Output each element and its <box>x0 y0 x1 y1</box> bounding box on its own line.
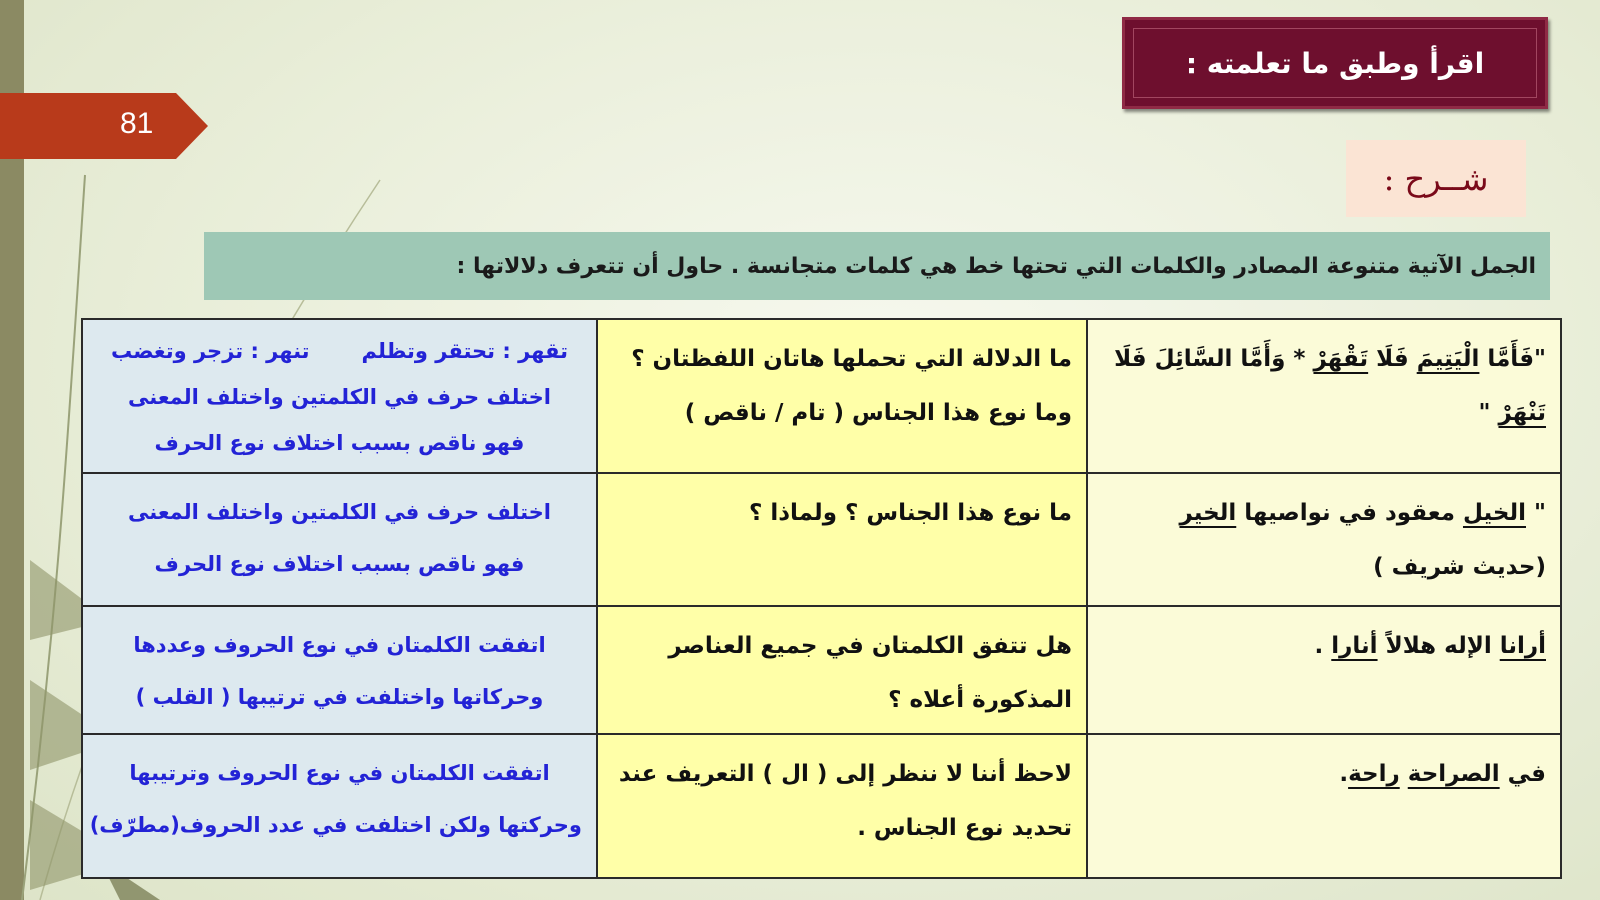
question-text: هل تتفق الكلمتان في جميع العناصر <box>668 633 1072 659</box>
sentence-text: * وَأَمَّا السَّائِلَ فَلَا <box>1114 346 1314 372</box>
answer-text: اختلف حرف في الكلمتين واختلف المعنى <box>128 385 551 409</box>
underlined-word: الْيَتِيمَ <box>1416 346 1480 372</box>
section-label-box <box>1346 140 1526 217</box>
sentence-text: فَلَا <box>1368 346 1417 372</box>
table-row <box>82 734 1561 878</box>
question-text: المذكورة أعلاه ؟ <box>888 687 1072 713</box>
sentence-text: "فَأَمَّا <box>1479 346 1546 372</box>
sentence-text: (حديث شريف ) <box>1373 554 1546 580</box>
answer-text: وحركاتها واختلفت في ترتيبها ( القلب ) <box>135 685 544 709</box>
answer-text: اختلف حرف في الكلمتين واختلف المعنى <box>128 500 551 524</box>
page-number: 81 <box>120 107 154 140</box>
sentence-cell <box>1087 734 1561 878</box>
question-text: ما الدلالة التي تحملها هاتان اللفظتان ؟ <box>631 346 1072 372</box>
page-number-badge <box>0 93 208 159</box>
sentence-text: . <box>1339 761 1349 787</box>
underlined-word: راحة <box>1348 761 1400 787</box>
answer-text: وحركتها ولكن اختلفت في عدد الحروف(مطرّف) <box>89 813 582 837</box>
question-text: تحديد نوع الجناس . <box>857 815 1072 841</box>
intro-text: الجمل الآتية متنوعة المصادر والكلمات التي تحتها خط هي كلمات متجانسة . حاول أن تتعرف دلالاتها : <box>456 253 1536 279</box>
question-cell <box>597 319 1087 473</box>
answer-text: فهو ناقص بسبب اختلاف نوع الحرف <box>154 431 525 455</box>
underlined-word: أنارا <box>1331 633 1378 659</box>
question-cell <box>597 734 1087 878</box>
table-row <box>82 319 1561 473</box>
sentence-text: " <box>1478 400 1499 426</box>
answer-cell <box>82 734 597 878</box>
underlined-word: تَقْهَرْ <box>1313 346 1369 372</box>
sentence-cell <box>1087 606 1561 734</box>
question-text: لاحظ أننا لا ننظر إلى ( ال ) التعريف عند <box>618 761 1072 787</box>
question-cell <box>597 606 1087 734</box>
answer-text: تنهر : تزجر وتغضب <box>110 339 310 363</box>
table-row <box>82 473 1561 606</box>
answer-cell <box>82 606 597 734</box>
jinas-table <box>81 318 1562 879</box>
answer-cell <box>82 473 597 606</box>
answer-text: اتفقت الكلمتان في نوع الحروف وعددها <box>133 633 546 657</box>
table-row <box>82 606 1561 734</box>
title-box <box>1122 17 1548 109</box>
underlined-word: الصراحة <box>1407 761 1500 787</box>
sentence-text: " <box>1526 500 1546 526</box>
answer-text: تقهر : تحتقر وتظلم <box>361 339 569 363</box>
sentence-text <box>1400 761 1408 787</box>
sentence-text: في <box>1499 761 1546 787</box>
question-cell <box>597 473 1087 606</box>
underlined-word: أرانا <box>1499 633 1546 659</box>
sentence-text: . <box>1314 633 1332 659</box>
sentence-cell <box>1087 319 1561 473</box>
question-text: ما نوع هذا الجناس ؟ ولماذا ؟ <box>748 500 1072 526</box>
underlined-word: تَنْهَرْ <box>1498 400 1546 426</box>
section-label: شــرح : <box>1383 159 1489 198</box>
answer-text: اتفقت الكلمتان في نوع الحروف وترتيبها <box>129 761 550 785</box>
underlined-word: الخيل <box>1462 500 1526 526</box>
answer-cell <box>82 319 597 473</box>
sentence-cell <box>1087 473 1561 606</box>
answer-text: فهو ناقص بسبب اختلاف نوع الحرف <box>154 552 525 576</box>
slide-title: اقرأ وطبق ما تعلمته : <box>1185 46 1485 80</box>
sentence-text: الإله هلالاً <box>1377 633 1500 659</box>
question-text: وما نوع هذا الجناس ( تام / ناقص ) <box>684 400 1072 426</box>
intro-bar <box>204 232 1550 300</box>
sentence-text: معقود في نواصيها <box>1236 500 1463 526</box>
underlined-word: الخير <box>1179 500 1237 526</box>
